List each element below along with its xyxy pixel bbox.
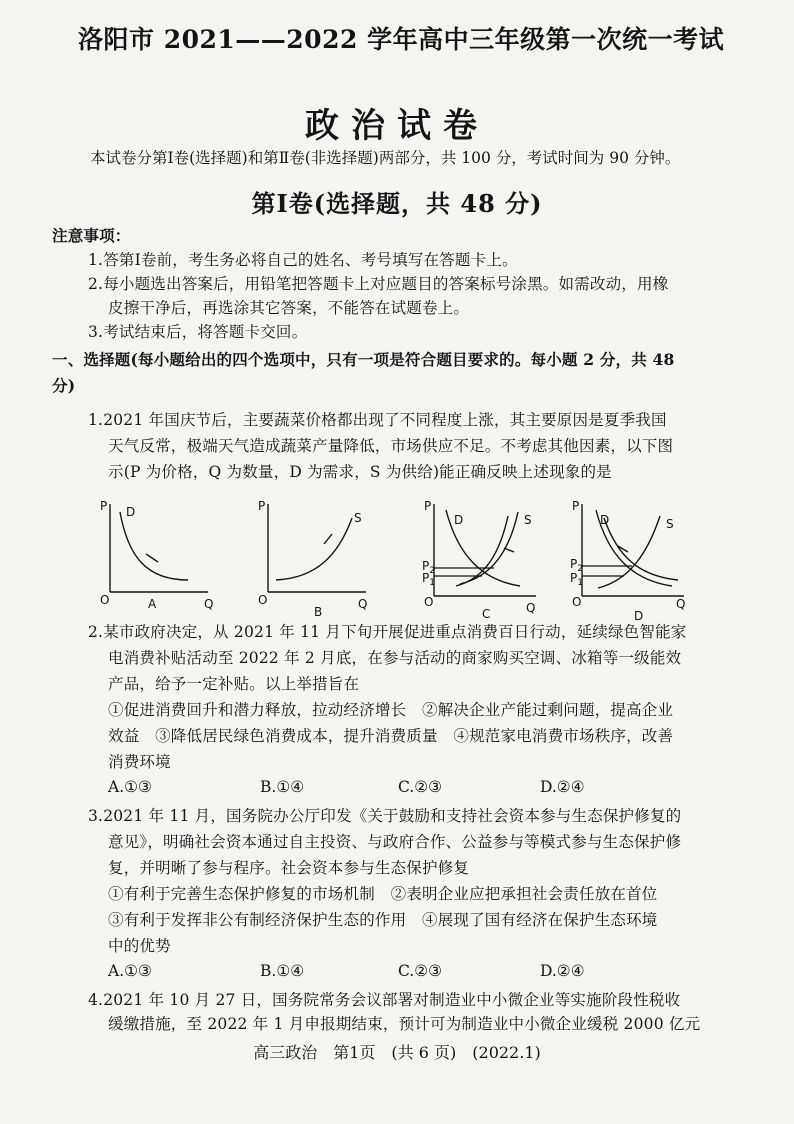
q2-option-a: A.①③ — [108, 778, 152, 796]
graph-d-p1: $P_1$ — [570, 571, 583, 588]
graph-b-origin: O — [258, 593, 268, 607]
graph-a-q: Q — [204, 597, 214, 611]
graph-c-p2: $P_2$ — [422, 559, 435, 576]
graph-c-p: P — [424, 499, 432, 513]
q1-line-3: 示(P 为价格，Q 为数量，D 为需求，S 为供给)能正确反映上述现象的是 — [108, 463, 612, 481]
q1-line-1: 1.2021 年国庆节后，主要蔬菜价格都出现了不同程度上涨，其主要原因是夏季我国 — [88, 411, 667, 429]
q2-line-6: 消费环境 — [108, 753, 171, 771]
q3-line-5: ③有利于发挥非公有制经济保护生态的作用 ④展现了国有经济在保护生态环境 — [108, 911, 658, 929]
q3-option-c: C.②③ — [398, 962, 443, 980]
q2-option-b: B.①④ — [260, 778, 305, 796]
exam-intro: 本试卷分第Ⅰ卷(选择题)和第Ⅱ卷(非选择题)两部分，共 100 分，考试时间为 90 分钟。 — [90, 149, 681, 167]
graph-d-letter: D — [634, 609, 644, 623]
graph-c — [420, 496, 545, 622]
q2-line-2: 电消费补贴活动至 2022 年 2 月底，在参与活动的商家购买空调、冰箱等一级能效 — [108, 649, 682, 667]
notice-item-2: 2.每小题选出答案后，用铅笔把答题卡上对应题目的答案标号涂黑。如需改动，用橡 — [88, 275, 669, 293]
q3-option-b: B.①④ — [260, 962, 305, 980]
q4-line-2: 缓缴措施，至 2022 年 1 月申报期结束，预计可为制造业中小微企业缓税 2000 亿元 — [108, 1015, 701, 1033]
q2-line-1: 2.某市政府决定，从 2021 年 11 月下旬开展促进重点消费百日行动，延续绿色智能家 — [88, 623, 687, 641]
notice-item-3: 3.考试结束后，将答题卡交回。 — [88, 323, 308, 341]
graph-d-origin: O — [572, 595, 582, 609]
graph-a-origin: O — [100, 593, 110, 607]
graph-a-letter: A — [148, 597, 157, 611]
q4-line-1: 4.2021 年 10 月 27 日，国务院常务会议部署对制造业中小微企业等实施阶段性税收 — [88, 991, 681, 1009]
graph-d — [568, 496, 693, 626]
page-footer: 高三政治 第1页 (共 6 页) (2022.1) — [253, 1043, 541, 1062]
graph-b-letter: B — [314, 605, 323, 619]
graph-a-curve: D — [126, 505, 136, 519]
graph-c-q: Q — [526, 601, 536, 615]
q2-option-d: D.②④ — [540, 778, 585, 796]
section-heading-cont: 分) — [52, 376, 76, 395]
graph-d-p2: $P_2$ — [570, 557, 583, 574]
q3-option-a: A.①③ — [108, 962, 152, 980]
graph-c-curve-d: D — [454, 513, 464, 527]
graph-d-curve-d: D — [600, 513, 610, 527]
graph-c-curve-s: S — [524, 513, 532, 527]
graph-b — [254, 496, 379, 620]
graph-b-q: Q — [358, 597, 368, 611]
graph-d-q: Q — [676, 597, 686, 611]
graph-a — [96, 496, 221, 616]
graph-a-p: P — [100, 499, 108, 513]
graph-d-curve-s: S — [666, 517, 674, 531]
notice-item-2-cont: 皮擦干净后，再选涂其它答案，不能答在试题卷上。 — [108, 299, 470, 317]
notice-item-1: 1.答第Ⅰ卷前，考生务必将自己的姓名、考号填写在答题卡上。 — [88, 251, 518, 269]
graph-c-origin: O — [424, 595, 434, 609]
q2-line-4: ①促进消费回升和潜力释放，拉动经济增长 ②解决企业产能过剩问题，提高企业 — [108, 701, 674, 719]
q3-option-d: D.②④ — [540, 962, 585, 980]
q3-line-3: 复，并明晰了参与程序。社会资本参与生态保护修复 — [108, 859, 470, 877]
graph-b-curve: S — [354, 511, 362, 525]
graph-d-p: P — [572, 499, 580, 513]
exam-title: 洛阳市 2021——2022 学年高中三年级第一次统一考试 — [78, 25, 725, 54]
graph-c-letter: C — [482, 607, 491, 621]
graph-c-p1: $P_1$ — [422, 571, 435, 588]
part-one-title: 第Ⅰ卷(选择题，共 48 分) — [251, 189, 543, 218]
graph-b-p: P — [258, 499, 266, 513]
q3-line-1: 3.2021 年 11 月，国务院办公厅印发《关于鼓励和支持社会资本参与生态保护修复的 — [88, 807, 682, 825]
q2-line-5: 效益 ③降低居民绿色消费成本，提升消费质量 ④规范家电消费市场秩序，改善 — [108, 727, 674, 745]
q1-line-2: 天气反常，极端天气造成蔬菜产量降低，市场供应不足。不考虑其他因素，以下图 — [108, 437, 674, 455]
q3-line-6: 中的优势 — [108, 937, 171, 955]
q2-line-3: 产品，给予一定补贴。以上举措旨在 — [108, 675, 360, 693]
q3-line-4: ①有利于完善生态保护修复的市场机制 ②表明企业应把承担社会责任放在首位 — [108, 885, 658, 903]
q2-option-c: C.②③ — [398, 778, 443, 796]
section-heading: 一、选择题(每小题给出的四个选项中，只有一项是符合题目要求的。每小题 2 分，共 48 — [52, 350, 675, 369]
notice-heading: 注意事项： — [52, 226, 131, 245]
q3-line-2: 意见》，明确社会资本通过自主投资、与政府合作、公益参与等模式参与生态保护修 — [108, 833, 682, 851]
subject-title: 政治试卷 — [305, 106, 489, 146]
